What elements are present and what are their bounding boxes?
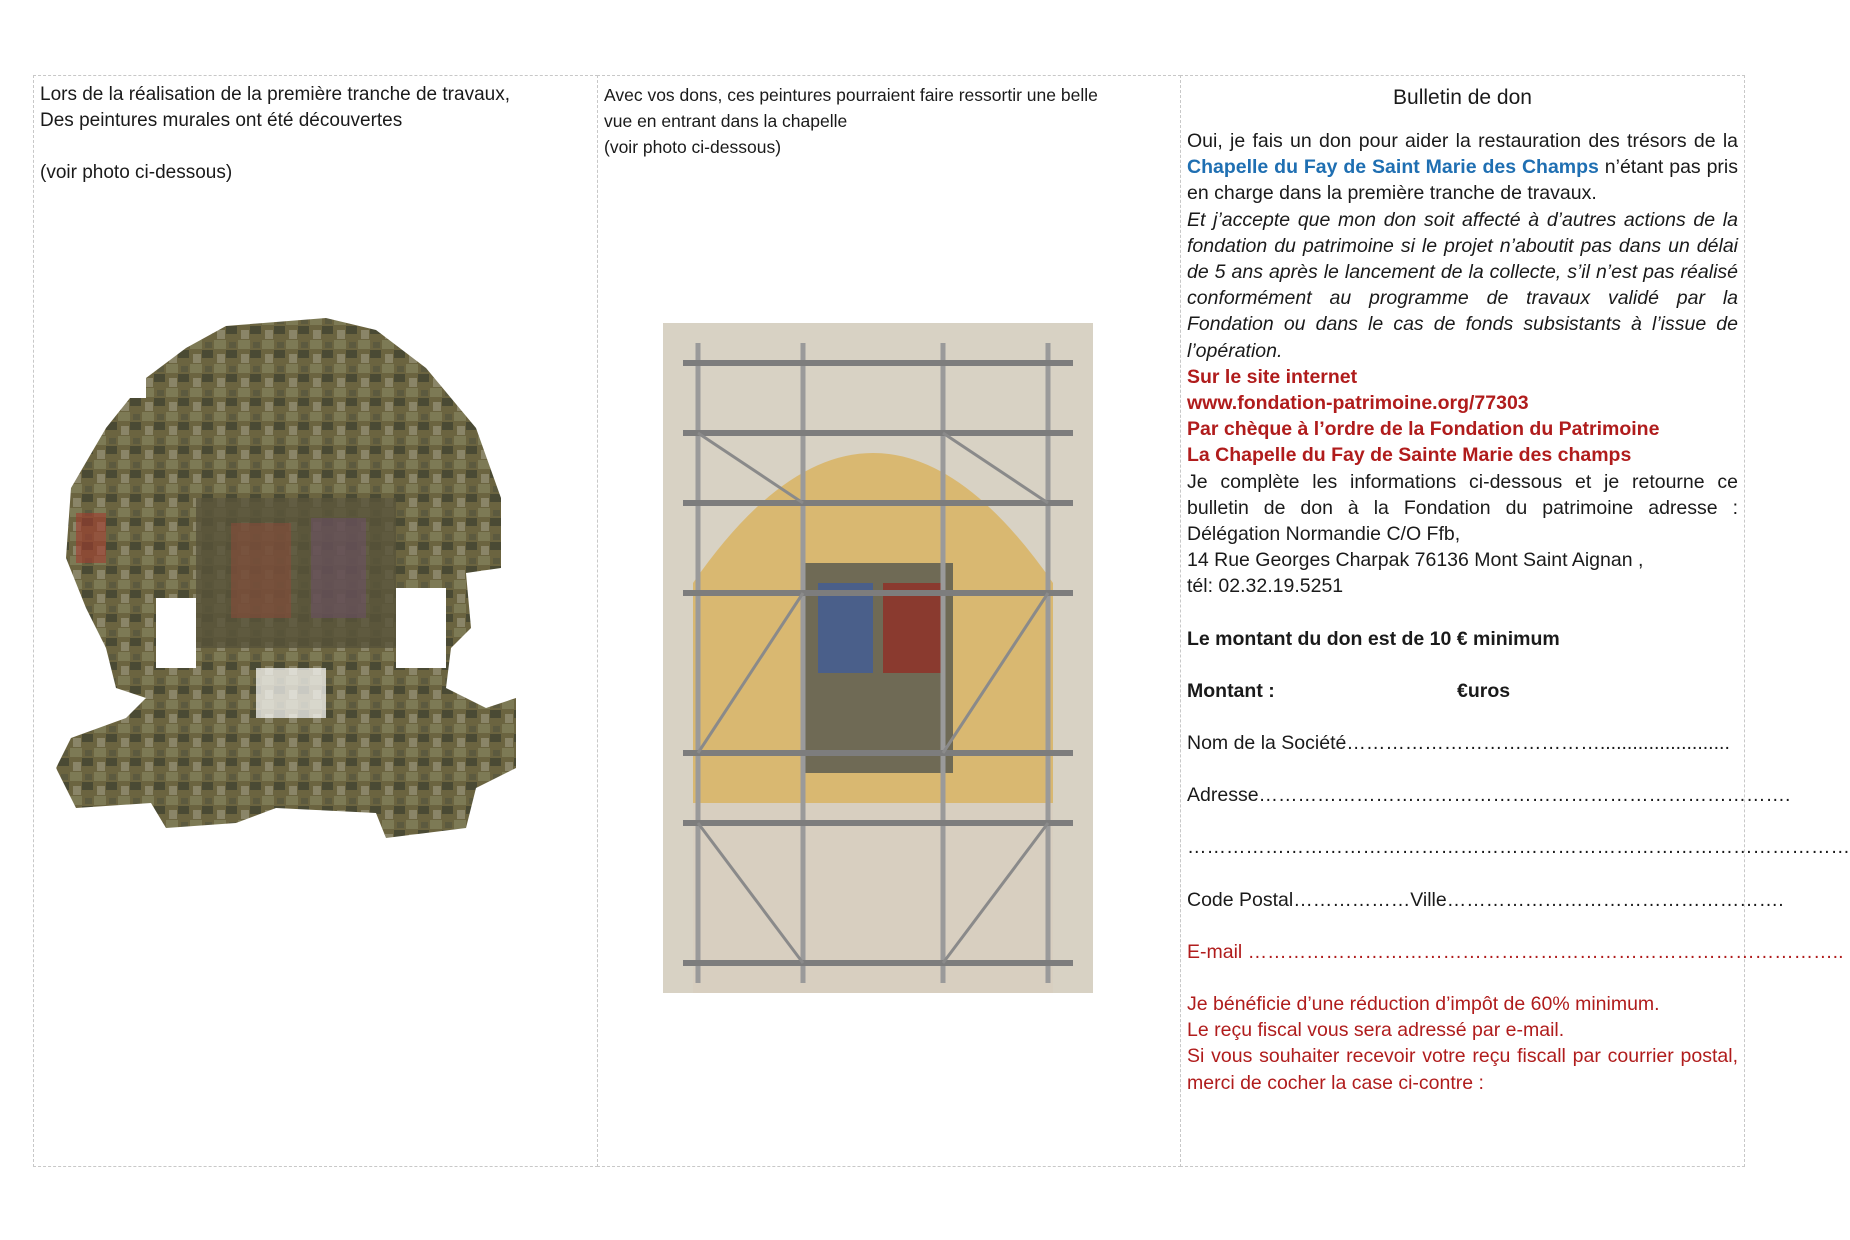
receipt-email-note: Le reçu fiscal vous sera adressé par e-mail. xyxy=(1187,1019,1565,1042)
amount-label: Montant : xyxy=(1187,679,1275,702)
minimum-amount: Le montant du don est de 10 € minimum xyxy=(1187,627,1560,650)
panel-donation-form xyxy=(1180,75,1850,1167)
panel1-line: (voir photo ci-dessous) xyxy=(40,162,233,183)
address-line2-field[interactable]: ………………………………………………………………………………………… xyxy=(1187,836,1850,859)
chapel-scaffold-photo xyxy=(653,283,1089,1001)
amount-unit: €uros xyxy=(1457,679,1511,702)
cheque-instruction: Par chèque à l’ordre de la Fondation du Patrimoine xyxy=(1187,418,1660,441)
site-label: Sur le site internet xyxy=(1187,365,1358,388)
phone: tél: 02.32.19.5251 xyxy=(1187,575,1344,598)
mural-photo xyxy=(46,268,574,853)
chapel-name-link: Chapelle du Fay de Saint Marie des Champs xyxy=(1187,156,1599,179)
email-field[interactable]: E-mail ……………………………………………………………………………….. xyxy=(1187,940,1844,963)
company-field[interactable]: Nom de la Société…………………………………........................ xyxy=(1187,732,1730,755)
cheque-payee: La Chapelle du Fay de Sainte Marie des champs xyxy=(1187,444,1632,467)
panel2-line: Avec vos dons, ces peintures pourraient faire ressortir une belle xyxy=(604,85,1098,105)
amount-field[interactable] xyxy=(1187,678,1738,704)
address-field[interactable]: Adresse………………………………………………………………………. xyxy=(1187,784,1791,807)
panel-scaffold xyxy=(597,75,1181,1167)
panel1-line: Des peintures murales ont été découvertes xyxy=(40,110,403,131)
intro-text-b: n’étant pas pris en charge dans la première tranche de travaux. xyxy=(1187,156,1738,205)
panel-murals xyxy=(33,75,598,1167)
form-body xyxy=(1187,128,1850,1096)
intro-paragraph xyxy=(1187,128,1738,207)
panel1-text xyxy=(40,82,591,186)
complete-instruction: Je complète les informations ci-dessous et je retourne ce bulletin de don à la Fondation du patrimoine adresse : Délégation Normandie C/O Ffb, xyxy=(1187,470,1738,546)
panel2-text xyxy=(604,82,1174,160)
conditions-paragraph: Et j’accepte que mon don soit affecté à d’autres actions de la fondation du patrimoine si le projet n’aboutit pas dans un délai de 5 ans après le lancement de la collecte, s’il n’est pas réalisé conformément au programme de travaux validé par la Fondation ou dans le cas de fonds subsistants à l’issue de l’opération. xyxy=(1187,208,1738,362)
panel1-line: Lors de la réalisation de la première tranche de travaux, xyxy=(40,84,510,105)
panel1-line xyxy=(40,134,591,160)
postal-city-field[interactable]: Code Postal………………Ville……………………………………………. xyxy=(1187,888,1784,911)
form-title: Bulletin de don xyxy=(1393,86,1532,109)
intro-text-a: Oui, je fais un don pour aider la restauration des trésors de la xyxy=(1187,130,1738,152)
postal-receipt-note: Si vous souhaiter recevoir votre reçu fiscall par courrier postal, merci de cocher la case ci-contre : xyxy=(1187,1045,1738,1094)
address: 14 Rue Georges Charpak 76136 Mont Saint Aignan , xyxy=(1187,549,1644,572)
panel2-line: vue en entrant dans la chapelle xyxy=(604,111,848,131)
tax-reduction-note: Je bénéficie d’une réduction d’impôt de 60% minimum. xyxy=(1187,993,1660,1016)
panel2-line: (voir photo ci-dessous) xyxy=(604,137,782,157)
site-url-link[interactable]: www.fondation-patrimoine.org/77303 xyxy=(1187,392,1529,415)
